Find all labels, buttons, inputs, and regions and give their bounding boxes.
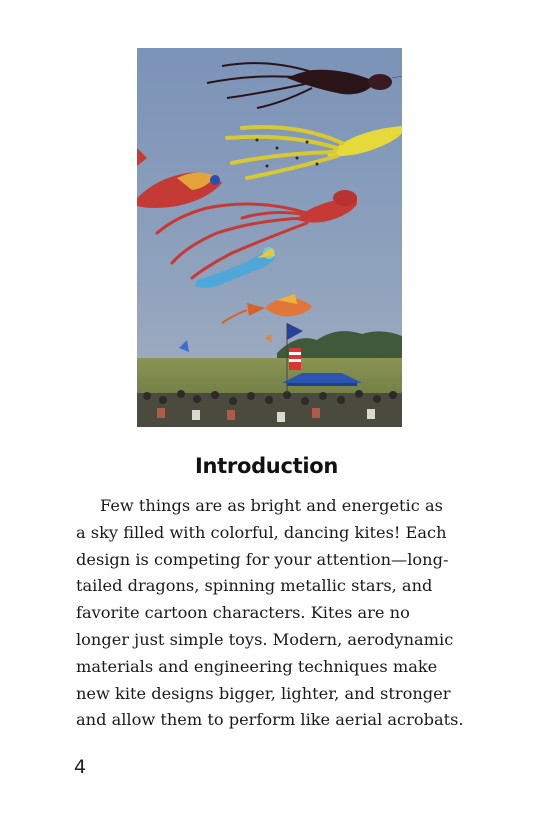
section-heading: Introduction bbox=[194, 454, 339, 478]
page-number: 4 bbox=[74, 756, 87, 778]
paragraph-line: tailed dragons, spinning metallic stars, and bbox=[76, 576, 433, 596]
paragraph-line: longer just simple toys. Modern, aerodynamic bbox=[76, 629, 454, 649]
paragraph-line: materials and engineering techniques make bbox=[76, 656, 438, 676]
paragraph-line: favorite cartoon characters. Kites are no bbox=[76, 603, 410, 623]
paragraph-line: design is competing for your attention—long- bbox=[76, 549, 449, 569]
paragraph-line: new kite designs bigger, lighter, and stronger bbox=[76, 683, 451, 703]
paragraph-line: and allow them to perform like aerial acrobats. bbox=[76, 710, 464, 730]
body-paragraph bbox=[76, 493, 476, 734]
paragraph-line: a sky filled with colorful, dancing kites! Each bbox=[76, 522, 447, 542]
paragraph-line: Few things are as bright and energetic as bbox=[100, 496, 443, 515]
kite-photo bbox=[137, 48, 402, 427]
